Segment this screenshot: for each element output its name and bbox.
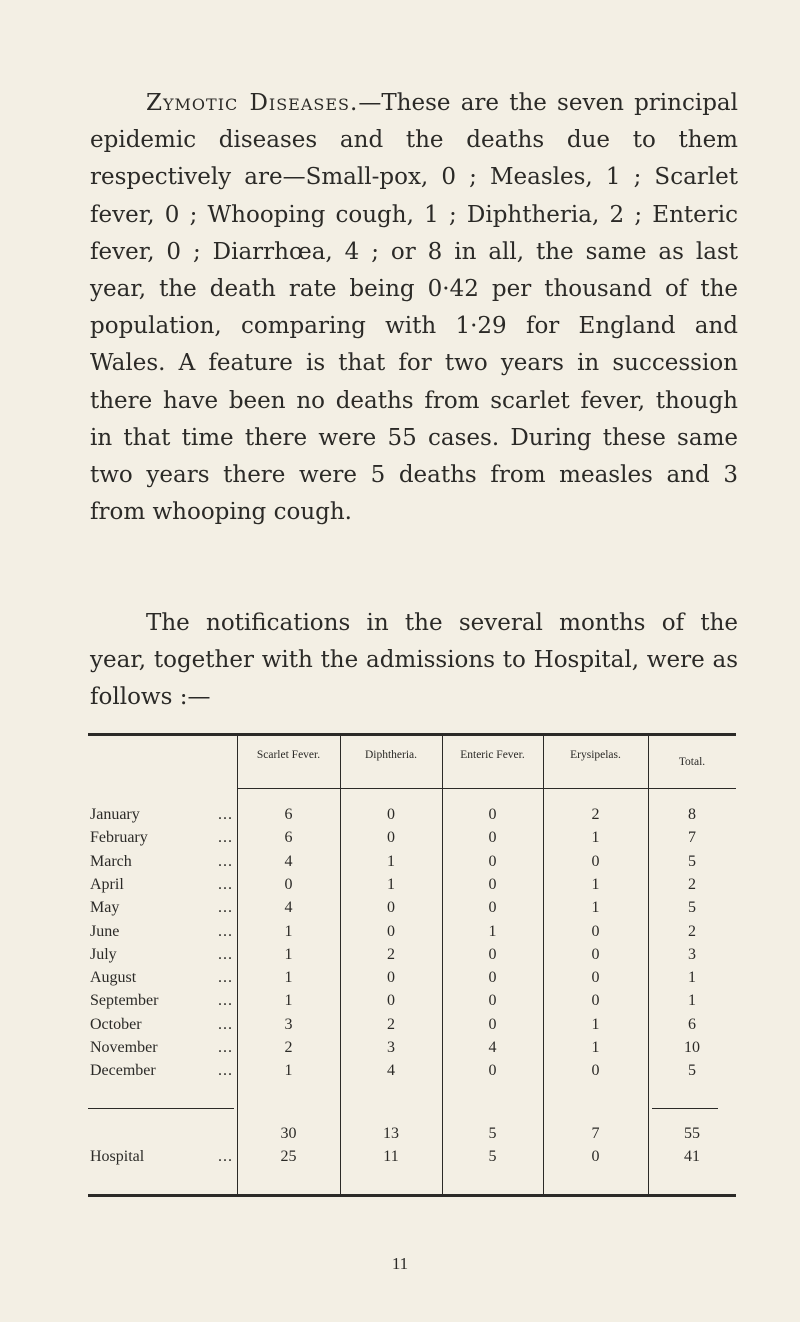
- table-cell: 2: [387, 1015, 395, 1033]
- table-cell: 1: [284, 1062, 293, 1080]
- totals-separator: [88, 1108, 234, 1109]
- table-cell: 0: [591, 945, 600, 963]
- totals-separator: [652, 1108, 718, 1109]
- dot-leader: ...: [218, 1062, 233, 1080]
- row-label-text: March: [90, 852, 132, 870]
- table-cell: 1: [591, 875, 600, 893]
- header-underline: [237, 788, 736, 789]
- table-cell: 6: [688, 1015, 696, 1033]
- table-cell: 0: [387, 829, 395, 847]
- dot-leader: ...: [218, 806, 233, 823]
- table-cell: 7: [688, 829, 696, 847]
- table-row-label: [90, 1060, 235, 1082]
- table-cell: 4: [284, 852, 293, 870]
- table-cell: 1: [387, 852, 395, 870]
- table-cell: 1: [284, 992, 293, 1010]
- table-cell: 5: [688, 899, 696, 917]
- hospital-row-label: [90, 1146, 235, 1168]
- table-cell: 1: [591, 829, 600, 847]
- section-heading: Zymotic Diseases.: [146, 90, 359, 116]
- dot-leader: ...: [218, 922, 233, 940]
- table-row-label: [90, 990, 235, 1012]
- table-row-label: [90, 967, 235, 989]
- table-cell: 25: [280, 1148, 297, 1165]
- table-cell: 1: [488, 922, 497, 940]
- dot-leader: ...: [218, 852, 233, 870]
- table-cell: 0: [387, 969, 395, 987]
- table-cell: 2: [387, 945, 395, 963]
- table-cell: 0: [488, 992, 497, 1010]
- table-cell: 2: [284, 1039, 293, 1056]
- column-header: Diphtheria.: [364, 749, 418, 761]
- table-cell: 2: [688, 875, 696, 893]
- table-cell: 1: [688, 969, 696, 987]
- table-cell: 0: [488, 899, 497, 917]
- table-row-label: [90, 827, 235, 849]
- table-cell: 4: [387, 1062, 395, 1080]
- table-cell: 5: [488, 1148, 497, 1165]
- row-label-text: April: [90, 875, 124, 893]
- table-cell: 3: [387, 1039, 395, 1056]
- row-label-text: October: [90, 1015, 142, 1033]
- table-cell: 13: [383, 1125, 399, 1142]
- table-cell: 1: [284, 945, 293, 963]
- table-cell: 1: [591, 1015, 600, 1033]
- row-label-text: September: [90, 992, 159, 1010]
- row-label-text: August: [90, 969, 137, 987]
- table-cell: 5: [488, 1125, 497, 1142]
- table-cell: 0: [387, 992, 395, 1010]
- table-cell: 0: [488, 1062, 497, 1080]
- column-header: Erysipelas.: [570, 749, 621, 761]
- table-cell: 0: [387, 899, 395, 917]
- table-cell: 1: [591, 1039, 600, 1056]
- table-row-label: [90, 851, 235, 873]
- table-cell: 0: [488, 969, 497, 987]
- row-label-text: June: [90, 922, 120, 940]
- row-label-text: November: [90, 1039, 158, 1056]
- table-row-label: [90, 1037, 235, 1059]
- notifications-intro-paragraph: [90, 605, 738, 717]
- column-header: Enteric Fever.: [460, 749, 525, 761]
- paragraph-text: The notifications in the several months of the year, together with the admissions to Hospital, were as follows :—: [90, 610, 738, 711]
- table-row-label: [90, 897, 235, 919]
- row-label-text: February: [90, 829, 148, 847]
- table-cell: 41: [684, 1148, 700, 1165]
- table-cell: 6: [284, 806, 293, 823]
- table-top-rule: [88, 733, 736, 736]
- table-cell: 1: [387, 875, 395, 893]
- table-cell: 0: [488, 1015, 497, 1033]
- table-cell: 0: [591, 852, 600, 870]
- dot-leader: ...: [218, 992, 233, 1010]
- table-cell: 11: [383, 1148, 399, 1165]
- column-header: Scarlet Fever.: [256, 749, 321, 761]
- table-cell: 8: [688, 806, 696, 823]
- dot-leader: ...: [218, 829, 233, 847]
- table-cell: 3: [284, 1015, 293, 1033]
- table-row-label: [90, 804, 235, 826]
- row-label-text: December: [90, 1062, 156, 1080]
- table-row-label: [90, 1014, 235, 1036]
- table-cell: 6: [284, 829, 293, 847]
- table-cell: 0: [488, 852, 497, 870]
- table-cell: 0: [591, 1062, 600, 1080]
- table-cell: 5: [688, 1062, 696, 1080]
- table-cell: 30: [280, 1125, 297, 1142]
- dot-leader: ...: [218, 1148, 233, 1165]
- dot-leader: ...: [218, 899, 233, 917]
- table-cell: 4: [488, 1039, 497, 1056]
- table-cell: 7: [591, 1125, 600, 1142]
- dot-leader: ...: [218, 1039, 233, 1056]
- paragraph-text: —These are the seven principal epidemic diseases and the deaths due to them respectively are—Small-pox, 0 ; Measles, 1 ; Scarlet fever, 0 ; Whooping cough, 1 ; Diphtheria, 2 ; Enteric fever, 0 ; Diarrhœa, 4 ; or 8 in all, the same as last year, the death rate being 0·42 per thousand of the population, comparing with 1·29 for England and Wales. A feature is that for two years in succession there have been no deaths from scarlet fever, though in that time there were 55 cases. During these same two years there were 5 deaths from measles and 3 from whooping cough.: [90, 90, 738, 526]
- table-cell: 0: [488, 945, 497, 963]
- page-number: 11: [391, 1254, 409, 1273]
- table-cell: 3: [688, 945, 696, 963]
- table-row-label: [90, 874, 235, 896]
- table-cell: 0: [591, 922, 600, 940]
- table-cell: 4: [284, 899, 293, 917]
- row-label-text: May: [90, 899, 120, 917]
- table-cell: 0: [488, 806, 497, 823]
- table-cell: 0: [591, 992, 600, 1010]
- table-row-label: [90, 921, 235, 943]
- table-cell: 2: [591, 806, 600, 823]
- table-cell: 5: [688, 852, 696, 870]
- table-cell: 1: [688, 992, 696, 1010]
- dot-leader: ...: [218, 969, 233, 987]
- zymotic-diseases-paragraph: [90, 85, 738, 531]
- table-bottom-rule: [88, 1194, 736, 1197]
- table-cell: 1: [284, 969, 293, 987]
- dot-leader: ...: [218, 875, 233, 893]
- table-cell: 0: [284, 875, 293, 893]
- table-cell: 10: [684, 1039, 700, 1056]
- table-cell: 2: [688, 922, 696, 940]
- table-cell: 0: [488, 829, 497, 847]
- dot-leader: ...: [218, 945, 233, 963]
- table-row-label: [90, 944, 235, 966]
- table-cell: 0: [591, 969, 600, 987]
- table-cell: 0: [387, 806, 395, 823]
- row-label-text: July: [90, 945, 117, 963]
- table-cell: 0: [387, 922, 395, 940]
- column-header: Total.: [678, 756, 706, 768]
- dot-leader: ...: [218, 1015, 233, 1033]
- table-cell: 0: [488, 875, 497, 893]
- row-label-text: Hospital: [90, 1148, 145, 1165]
- table-cell: 1: [591, 899, 600, 917]
- table-cell: 55: [684, 1125, 700, 1142]
- row-label-text: January: [90, 806, 140, 823]
- table-cell: 1: [284, 922, 293, 940]
- table-cell: 0: [591, 1148, 600, 1165]
